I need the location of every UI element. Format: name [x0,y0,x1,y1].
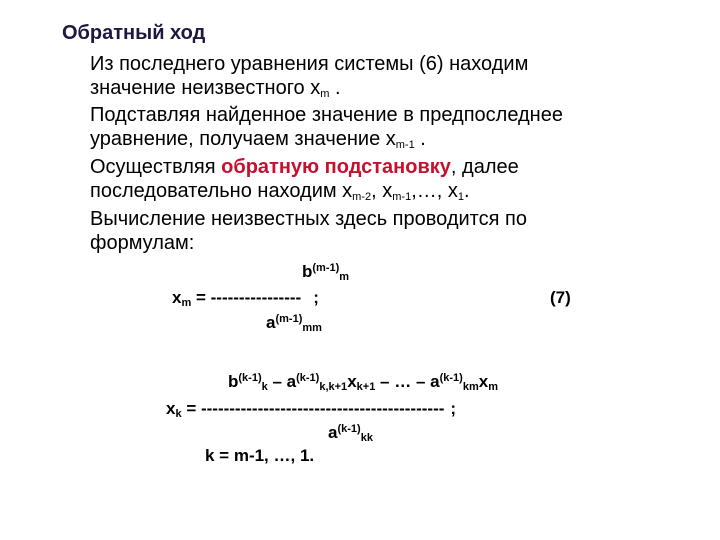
fk-den-sub: kk [360,432,373,444]
fk-equals: = [181,399,201,418]
paragraph-4-line-2: формулам: [90,232,195,254]
fk-mid: – … – a [375,372,440,391]
f7-num-base: b [302,262,313,281]
p3-sub-1: m-2 [352,191,372,203]
p2-end: . [414,128,426,150]
formula-7-denominator [266,313,322,333]
f7-den-sup: (m-1) [275,313,303,325]
p3-sub-3: 1 [457,191,464,203]
fk-b: b [228,372,239,391]
fk-a1-sup: (k-1) [296,372,320,384]
p1-subscript: m [320,88,330,100]
f7-num-sup: (m-1) [312,262,340,274]
formula-k-main-line [166,399,456,419]
fk-b-sup: (k-1) [238,372,262,384]
fk-semicolon: ; [450,399,457,418]
fk-fraction-bar: ------------------------------------------- [200,399,445,418]
paragraph-1-line-1: Из последнего уравнения системы (6) находим [90,53,529,75]
p3-text-b: , далее [450,156,519,178]
fk-a1-sub: k,k+1 [319,381,348,393]
paragraph-3-line-1 [90,155,519,179]
p3-text-f: . [464,180,470,202]
fk-b-sub: k [261,381,268,393]
slide-title: Обратный ход [62,22,206,44]
fk-x2-sub: m [488,381,498,393]
paragraph-4-line-1: Вычисление неизвестных здесь проводится по [90,208,527,230]
p3-text-d: , x [371,180,393,202]
p3-text-e: ,…, x [411,180,458,202]
paragraph-2-line-2 [90,127,426,151]
formula-7-main-line [172,288,319,308]
fk-lhs-x: x [166,399,176,418]
fk-lhs-sub: k [175,408,182,420]
p2-text: уравнение, получаем значение x [90,128,396,150]
formula-7-tag: (7) [550,288,571,307]
fk-x1-sub: k+1 [356,381,376,393]
fk-den-sup: (k-1) [337,423,361,435]
f7-den-sub: mm [302,322,322,334]
f7-lhs-x: x [172,288,182,307]
f7-semicolon: ; [313,288,319,307]
formula-k-range: k = m-1, …, 1. [205,446,315,465]
f7-lhs-sub: m [181,297,192,309]
paragraph-3-line-2 [90,179,470,203]
fk-a2-sub: km [462,381,479,393]
paragraph-1-line-2 [90,76,341,100]
highlighted-term: обратную подстановку [221,156,451,178]
formula-k-denominator [328,423,373,443]
p1-text: значение неизвестного x [90,77,321,99]
p3-sub-2: m-1 [392,191,412,203]
formula-k-numerator [228,372,498,392]
paragraph-2-line-1: Подставляя найденное значение в предпоследнее [90,104,563,126]
formula-7-numerator [302,262,349,282]
f7-fraction-bar: ---------------- [210,288,302,307]
f7-num-sub: m [339,271,350,283]
p1-end: . [329,77,341,99]
p3-text-c: последовательно находим x [90,180,353,202]
f7-equals: = [191,288,211,307]
fk-x2: x [478,372,489,391]
f7-den-base: a [266,313,276,332]
fk-x1: x [347,372,357,391]
fk-minus-a1: – a [267,372,297,391]
fk-den-base: a [328,423,338,442]
p3-text-a: Осуществляя [90,156,222,178]
p2-subscript: m-1 [395,139,415,151]
fk-a2-sup: (k-1) [439,372,463,384]
